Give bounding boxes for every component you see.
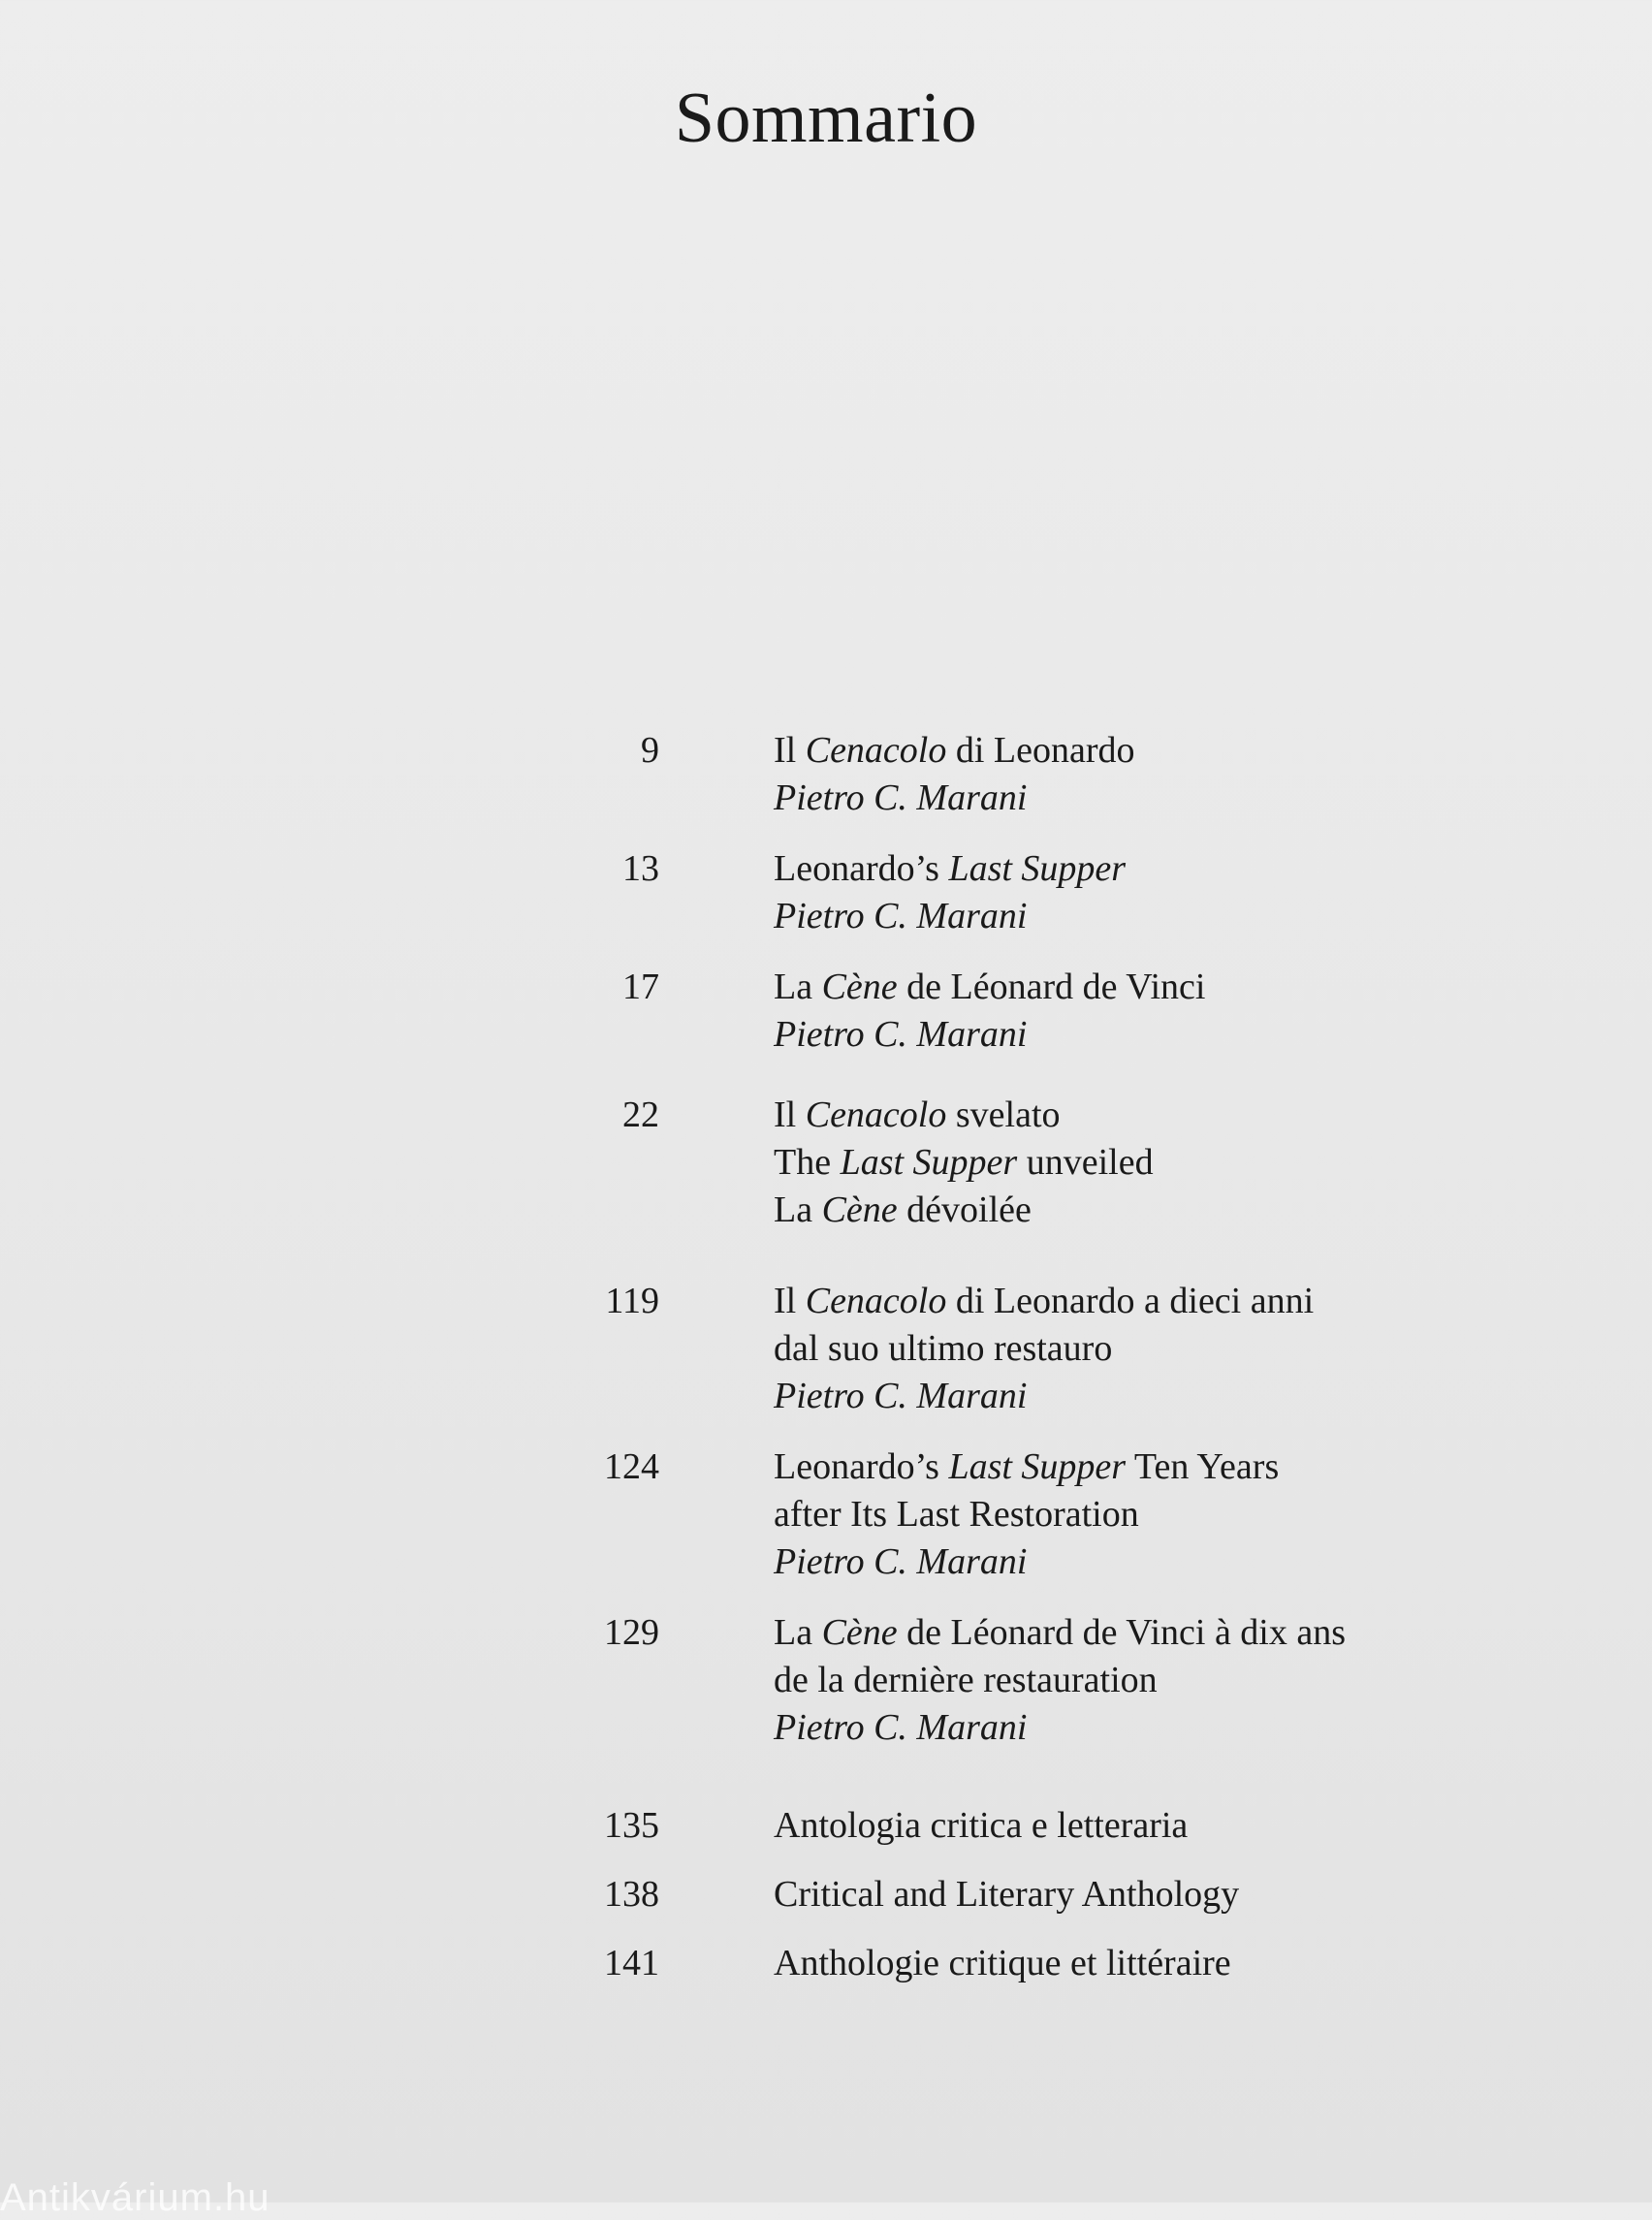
toc-entry-author: Pietro C. Marani	[774, 1014, 1028, 1055]
toc-entry	[591, 845, 1464, 940]
title-italic-segment: Last Supper	[948, 848, 1127, 889]
toc-page-number: 135	[604, 1805, 659, 1846]
title-segment: Anthologie critique et littéraire	[774, 1943, 1231, 1983]
page-title: Sommario	[674, 79, 978, 158]
toc-entry-title	[774, 1325, 1314, 1373]
toc-entry-body	[774, 1940, 1231, 1987]
title-segment: Ten Years	[1126, 1446, 1280, 1487]
toc-entry-title	[774, 727, 1135, 775]
toc-entry-title	[774, 1657, 1346, 1704]
title-segment: de Léonard de Vinci	[897, 967, 1206, 1007]
title-segment: di Leonardo a dieci anni	[946, 1281, 1315, 1321]
toc-entry-body	[774, 1443, 1279, 1586]
title-segment: Il	[774, 1281, 806, 1321]
title-segment: La	[774, 1189, 822, 1230]
toc-entry-body	[774, 1609, 1346, 1752]
toc-entry-body	[774, 845, 1126, 940]
toc-entry-author: Pietro C. Marani	[774, 1376, 1028, 1416]
title-segment: after Its Last Restoration	[774, 1494, 1139, 1535]
toc-entry	[591, 1609, 1464, 1752]
toc-entry	[591, 1278, 1464, 1420]
title-segment: Leonardo’s	[774, 848, 949, 889]
toc-entry-title	[774, 1940, 1231, 1987]
title-italic-segment: Cenacolo	[805, 1094, 947, 1135]
toc-entry	[591, 1443, 1464, 1586]
toc-page-number: 129	[604, 1612, 659, 1653]
toc-entry-title	[774, 1187, 1154, 1234]
toc-entry-title	[774, 1609, 1346, 1657]
table-of-contents	[591, 727, 1464, 1987]
toc-entry-title	[774, 1139, 1154, 1187]
toc-entry-body	[774, 1092, 1154, 1234]
title-segment: Leonardo’s	[774, 1446, 949, 1487]
title-segment: de Léonard de Vinci à dix ans	[897, 1612, 1347, 1653]
title-segment: Il	[774, 730, 806, 771]
title-italic-segment: Cenacolo	[805, 730, 947, 771]
title-italic-segment: Cène	[821, 1612, 898, 1653]
title-italic-segment: Cène	[821, 1189, 898, 1230]
toc-entry-author: Pietro C. Marani	[774, 896, 1028, 936]
toc-entry	[591, 1871, 1464, 1919]
toc-entry-body	[774, 1871, 1239, 1919]
toc-entry-title	[774, 845, 1126, 893]
title-segment: The	[774, 1142, 841, 1183]
title-segment: dévoilée	[897, 1189, 1032, 1230]
toc-entry-title	[774, 1871, 1239, 1919]
title-segment: dal suo ultimo restauro	[774, 1328, 1113, 1369]
title-segment: Critical and Literary Anthology	[774, 1874, 1240, 1915]
toc-page-number: 22	[622, 1094, 659, 1135]
toc-entry-title	[774, 1278, 1314, 1325]
toc-entry-author: Pietro C. Marani	[774, 1541, 1028, 1582]
toc-entry-title	[774, 1802, 1188, 1850]
toc-entry	[591, 1940, 1464, 1987]
toc-page-number: 9	[641, 730, 659, 771]
title-segment: de la dernière restauration	[774, 1660, 1158, 1700]
toc-entry-author: Pietro C. Marani	[774, 1707, 1028, 1748]
toc-entry	[591, 1802, 1464, 1850]
title-segment: di Leonardo	[946, 730, 1135, 771]
toc-page-number: 17	[622, 967, 659, 1007]
toc-page-number: 138	[604, 1874, 659, 1915]
toc-page-number: 119	[605, 1281, 659, 1321]
title-italic-segment: Last Supper	[948, 1446, 1127, 1487]
toc-page-number: 141	[604, 1943, 659, 1983]
toc-entry-author: Pietro C. Marani	[774, 777, 1028, 818]
toc-entry-title	[774, 1443, 1279, 1491]
toc-entry	[591, 727, 1464, 822]
title-segment: unveiled	[1017, 1142, 1154, 1183]
toc-entry-title	[774, 1092, 1154, 1139]
toc-entry	[591, 964, 1464, 1059]
title-italic-segment: Last Supper	[840, 1142, 1018, 1183]
title-segment: La	[774, 967, 822, 1007]
title-segment: La	[774, 1612, 822, 1653]
title-segment: Antologia critica e letteraria	[774, 1805, 1189, 1846]
title-italic-segment: Cène	[821, 967, 898, 1007]
title-segment: svelato	[946, 1094, 1061, 1135]
title-segment: Il	[774, 1094, 806, 1135]
toc-page-number: 124	[604, 1446, 659, 1487]
toc-entry-body	[774, 1802, 1188, 1850]
toc-entry-body	[774, 964, 1205, 1059]
toc-entry	[591, 1092, 1464, 1234]
watermark: Antikvárium.hu	[0, 2176, 270, 2219]
toc-entry-title	[774, 1491, 1279, 1538]
toc-page-number: 13	[622, 848, 659, 889]
title-italic-segment: Cenacolo	[805, 1281, 947, 1321]
toc-entry-body	[774, 1278, 1314, 1420]
toc-entry-title	[774, 964, 1205, 1011]
toc-entry-body	[774, 727, 1135, 822]
